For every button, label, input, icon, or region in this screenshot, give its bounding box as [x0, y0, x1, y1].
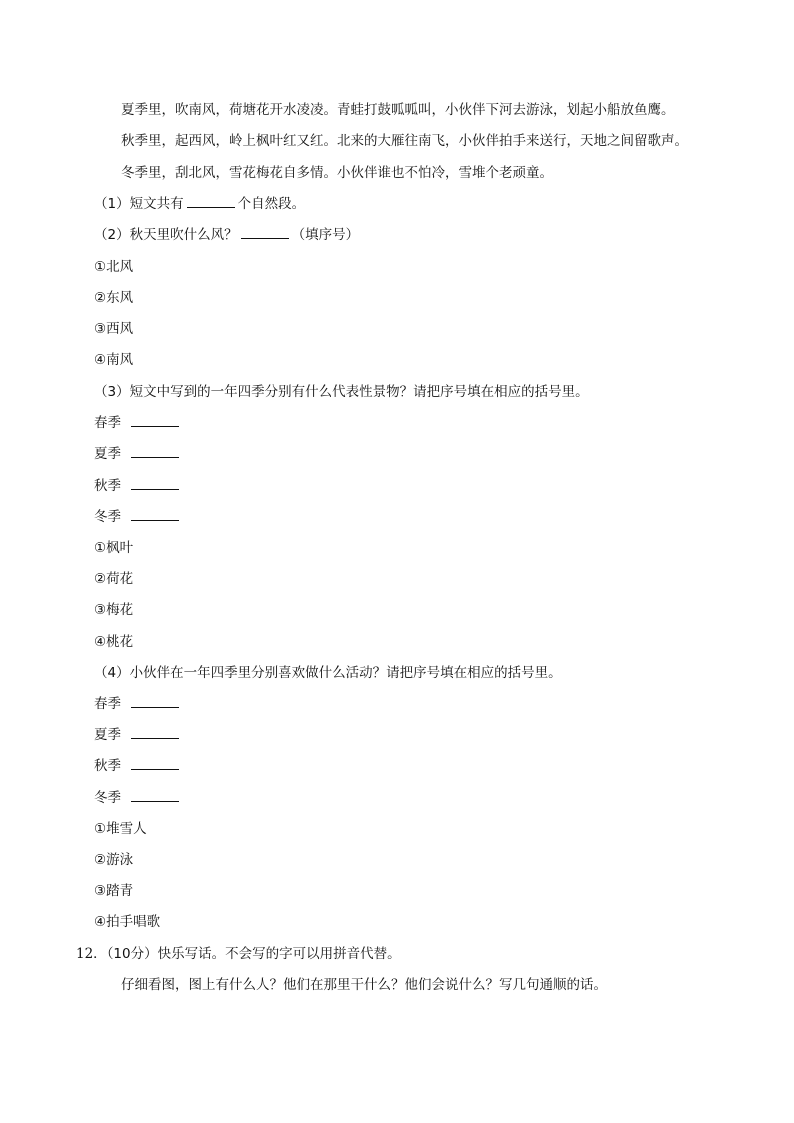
- q2-option: ③西风: [94, 321, 134, 337]
- question-3: （3）短文中写到的一年四季分别有什么代表性景物？请把序号填在相应的括号里。: [94, 384, 589, 400]
- question-number: 12．: [76, 946, 107, 962]
- question-12: [76, 945, 401, 963]
- question-2-suffix: （填序号）: [291, 227, 360, 243]
- question-1-suffix: 个自然段。: [237, 196, 306, 212]
- question-4: （4）小伙伴在一年四季里分别喜欢做什么活动？请把序号填在相应的括号里。: [94, 665, 562, 681]
- q4-season-row: [94, 726, 182, 744]
- answer-blank[interactable]: [131, 789, 179, 802]
- q3-option: ③梅花: [94, 602, 134, 618]
- q3-option: ①枫叶: [94, 540, 134, 556]
- q3-season-row: [94, 477, 182, 495]
- question-2-text: （2）秋天里吹什么风？: [94, 227, 238, 243]
- season-label: 冬季: [94, 509, 121, 525]
- answer-blank[interactable]: [131, 508, 179, 521]
- question-12-heading: （10分）快乐写话。不会写的字可以用拼音代替。: [106, 946, 401, 962]
- answer-blank[interactable]: [131, 477, 179, 490]
- season-label: 春季: [94, 415, 121, 431]
- poem-winter: 冬季里，刮北风，雪花梅花自多情。小伙伴谁也不怕冷，雪堆个老顽童。: [121, 165, 553, 181]
- q4-option: ④拍手唱歌: [94, 914, 161, 930]
- q3-option: ④桃花: [94, 634, 134, 650]
- q4-season-row: [94, 695, 182, 713]
- answer-blank[interactable]: [131, 757, 179, 770]
- q3-season-row: [94, 414, 182, 432]
- q4-option: ②游泳: [94, 852, 134, 868]
- season-label: 夏季: [94, 727, 121, 743]
- q3-season-row: [94, 445, 182, 463]
- q3-option: ②荷花: [94, 571, 134, 587]
- question-2: [94, 226, 359, 244]
- q2-option: ①北风: [94, 259, 134, 275]
- q3-season-row: [94, 508, 182, 526]
- q4-option: ③踏青: [94, 883, 134, 899]
- season-label: 秋季: [94, 758, 121, 774]
- answer-blank[interactable]: [131, 445, 179, 458]
- q2-option: ④南风: [94, 352, 134, 368]
- answer-blank[interactable]: [131, 726, 179, 739]
- season-label: 春季: [94, 696, 121, 712]
- q4-option: ①堆雪人: [94, 821, 147, 837]
- poem-autumn: 秋季里，起西风，岭上枫叶红又红。北来的大雁往南飞，小伙伴拍手来送行，天地之间留歌声。: [121, 133, 688, 149]
- poem-summer: 夏季里，吹南风，荷塘花开水凌凌。青蛙打鼓呱呱叫，小伙伴下河去游泳，划起小船放鱼鹰。: [121, 102, 675, 118]
- question-1-text: （1）短文共有: [94, 196, 184, 212]
- answer-blank[interactable]: [187, 195, 235, 208]
- answer-blank[interactable]: [241, 226, 289, 239]
- q4-season-row: [94, 757, 182, 775]
- question-12-instruction: 仔细看图，图上有什么人？他们在那里干什么？他们会说什么？写几句通顺的话。: [121, 977, 607, 993]
- season-label: 冬季: [94, 790, 121, 806]
- season-label: 夏季: [94, 446, 121, 462]
- q2-option: ②东风: [94, 290, 134, 306]
- answer-blank[interactable]: [131, 414, 179, 427]
- answer-blank[interactable]: [131, 695, 179, 708]
- season-label: 秋季: [94, 478, 121, 494]
- q4-season-row: [94, 789, 182, 807]
- question-1: [94, 195, 305, 213]
